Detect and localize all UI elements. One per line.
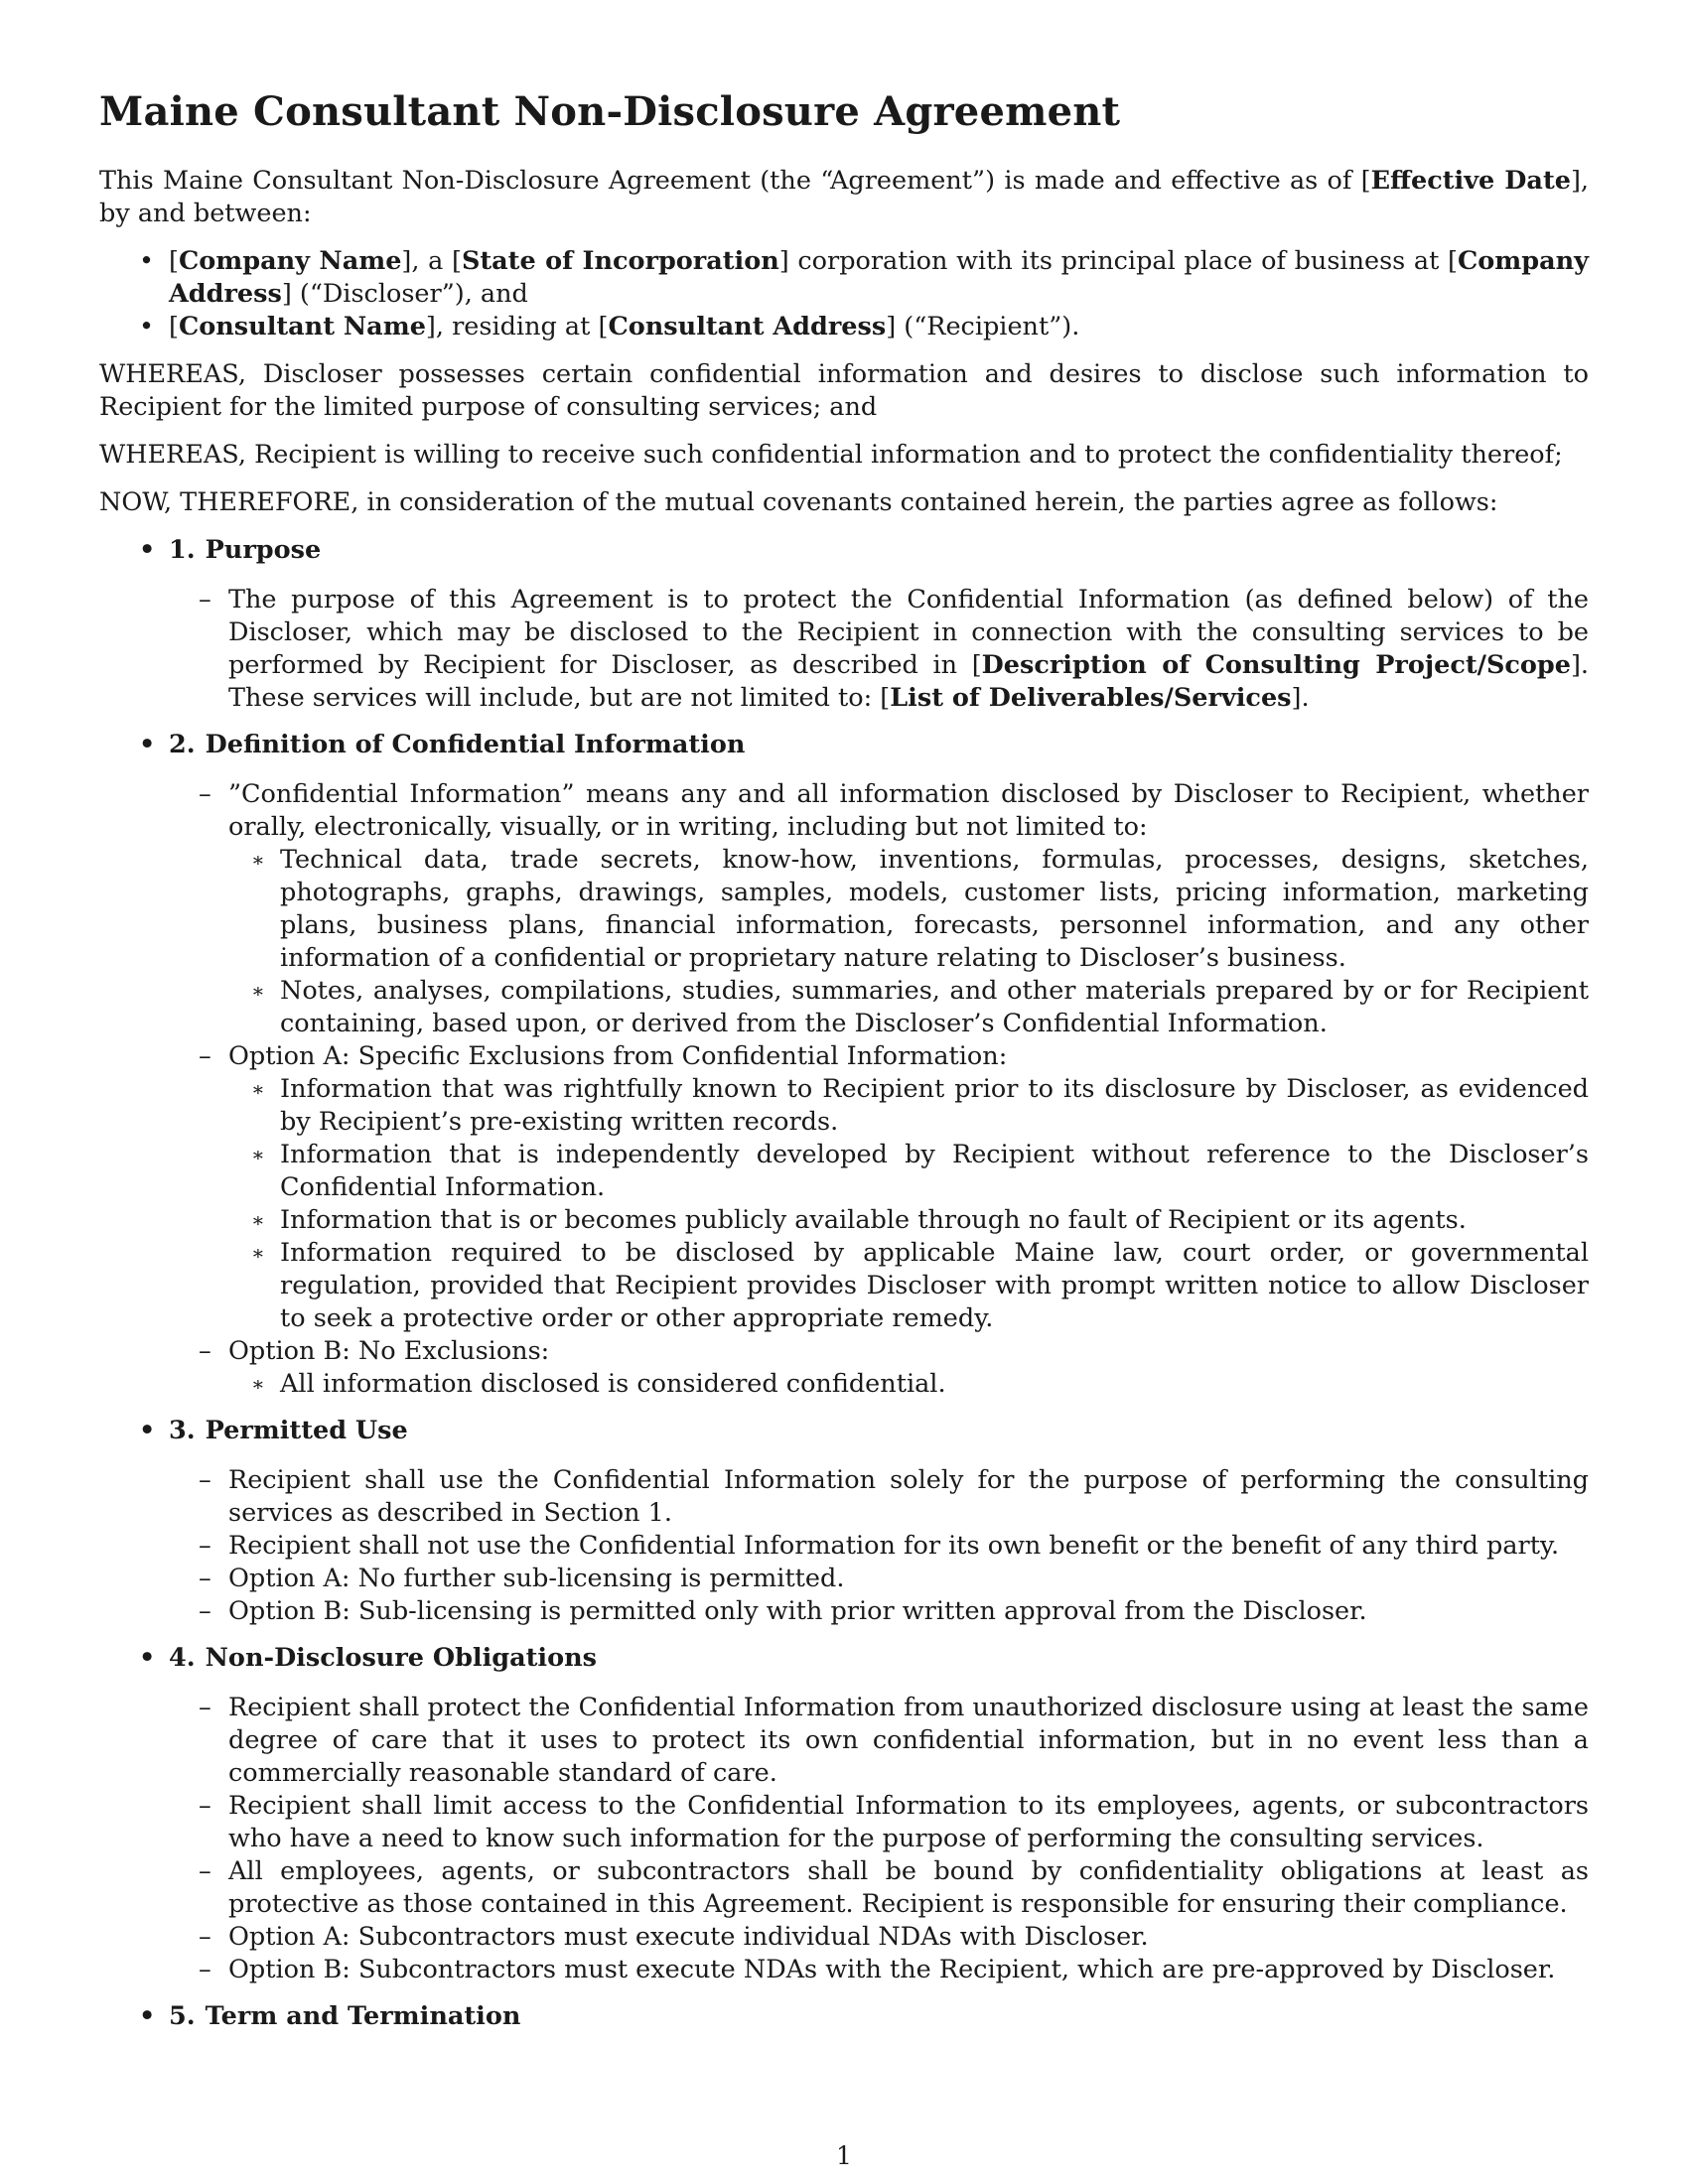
now-therefore-clause: NOW, THEREFORE, in consideration of the mutual covenants contained herein, the parties agree as follows: bbox=[99, 487, 1498, 517]
section-number: 1. bbox=[169, 535, 196, 565]
placeholder-field: Company Address bbox=[169, 246, 1589, 309]
asterisk-bullet: ∗ bbox=[251, 848, 265, 872]
parties-list bbox=[99, 245, 1589, 343]
subclause-text: Information that is independently developed by Recipient without reference to the Discloser’s Confidential Information. bbox=[280, 1140, 1589, 1202]
subclause-text: Information that is or becomes publicly available through no fault of Recipient or its agents. bbox=[280, 1205, 1467, 1235]
intro-text-post: ], by and between: bbox=[99, 166, 1590, 228]
dash-bullet: – bbox=[199, 1041, 211, 1071]
text-segment: ”Confidential Information” means any and all information disclosed by Discloser to Recipient, whether orally, electronically, visually, or in writing, including but not limited to: bbox=[228, 779, 1589, 842]
dash-bullet: – bbox=[199, 585, 211, 614]
section-title: Term and Termination bbox=[205, 2001, 521, 2031]
placeholder-field: Description of Consulting Project/Scope bbox=[981, 650, 1571, 680]
text-segment: Option B: Subcontractors must execute NDAs with the Recipient, which are pre-approved by Discloser. bbox=[228, 1955, 1556, 1984]
clause-item bbox=[99, 1464, 1589, 1530]
intro-paragraph bbox=[99, 165, 1589, 230]
clause-item bbox=[99, 1855, 1589, 1921]
text-segment: Option A: Specific Exclusions from Confidential Information: bbox=[228, 1041, 1008, 1071]
subclause-item bbox=[99, 844, 1589, 975]
asterisk-bullet: ∗ bbox=[251, 1372, 265, 1396]
document-page bbox=[99, 87, 1589, 2050]
text-segment: [ bbox=[169, 312, 179, 341]
dash-bullet: – bbox=[199, 1465, 211, 1495]
section-title: Permitted Use bbox=[205, 1416, 408, 1445]
placeholder-field: Company Name bbox=[178, 246, 402, 276]
clause-item bbox=[99, 584, 1589, 715]
subclause-text: All information disclosed is considered confidential. bbox=[280, 1369, 946, 1399]
asterisk-bullet: ∗ bbox=[251, 1208, 265, 1232]
section bbox=[99, 534, 1589, 715]
text-segment: Option A: Subcontractors must execute individual NDAs with Discloser. bbox=[228, 1922, 1149, 1952]
subclause-text: Technical data, trade secrets, know-how, inventions, formulas, processes, designs, sketches, photographs, graphs, drawings, samples, models, customer lists, pricing information, marketing plans, business plans, financial information, forecasts, personnel information, and any other information of a confidential or proprietary nature relating to Discloser’s business. bbox=[280, 845, 1589, 973]
section-heading bbox=[99, 534, 1589, 567]
dash-bullet: – bbox=[199, 1791, 211, 1821]
party-item bbox=[99, 311, 1589, 343]
text-segment: ]. bbox=[1291, 683, 1310, 713]
subclause-item bbox=[99, 1073, 1589, 1139]
intro-text-pre: This Maine Consultant Non-Disclosure Agreement (the “Agreement”) is made and effective as of [ bbox=[99, 166, 1371, 196]
text-segment: Recipient shall not use the Confidential Information for its own benefit or the benefit of any third party. bbox=[228, 1531, 1560, 1561]
clause-list bbox=[99, 584, 1589, 715]
text-segment: ], residing at [ bbox=[425, 312, 609, 341]
section-heading bbox=[99, 1415, 1589, 1447]
asterisk-bullet: ∗ bbox=[251, 1241, 265, 1265]
asterisk-bullet: ∗ bbox=[251, 979, 265, 1003]
text-segment: ] (“Recipient”). bbox=[886, 312, 1080, 341]
text-segment: Recipient shall use the Confidential Information solely for the purpose of performing the consulting services as described in Section 1. bbox=[228, 1465, 1589, 1528]
party-item bbox=[99, 245, 1589, 311]
subclause-list bbox=[228, 1368, 1589, 1401]
clause-item bbox=[99, 1954, 1589, 1986]
section-title: Non-Disclosure Obligations bbox=[205, 1643, 598, 1673]
section-heading bbox=[99, 1642, 1589, 1675]
text-segment: Recipient shall limit access to the Confidential Information to its employees, agents, or subcontractors who have a need to know such information for the purpose of performing the consulting services. bbox=[228, 1791, 1589, 1853]
whereas-clause-2: WHEREAS, Recipient is willing to receive such confidential information and to protect the confidentiality thereof; bbox=[99, 440, 1563, 470]
subclause-list bbox=[228, 844, 1589, 1040]
clause-item bbox=[99, 1692, 1589, 1790]
text-segment: ] corporation with its principal place of business at [ bbox=[778, 246, 1458, 276]
section-heading bbox=[99, 2000, 1589, 2033]
section-number: 4. bbox=[169, 1643, 196, 1673]
section bbox=[99, 1642, 1589, 1986]
page-number: 1 bbox=[836, 2141, 852, 2170]
section-number: 3. bbox=[169, 1416, 196, 1445]
clause-item bbox=[99, 1563, 1589, 1595]
placeholder-field: State of Incorporation bbox=[461, 246, 779, 276]
dash-bullet: – bbox=[199, 779, 211, 809]
subclause-text: Information required to be disclosed by applicable Maine law, court order, or governmental regulation, provided that Recipient provides Discloser with prompt written notice to allow Discloser to seek a protective order or other appropriate remedy. bbox=[280, 1238, 1589, 1333]
dash-bullet: – bbox=[199, 1336, 211, 1366]
subclause-item bbox=[99, 1204, 1589, 1237]
text-segment: All employees, agents, or subcontractors shall be bound by confidentiality obligations at least as protective as those contained in this Agreement. Recipient is responsible for ensuring their compliance. bbox=[228, 1856, 1589, 1919]
subclause-item bbox=[99, 975, 1589, 1040]
clause-list bbox=[99, 778, 1589, 1401]
text-segment: The purpose of this Agreement is to protect the Confidential Information (as defined below) of the Discloser, which may be disclosed to the Recipient in connection with the consulting services to be performed by Recipient for Discloser, as described in [ bbox=[228, 585, 1589, 680]
asterisk-bullet: ∗ bbox=[251, 1077, 265, 1101]
asterisk-bullet: ∗ bbox=[251, 1143, 265, 1166]
section bbox=[99, 1415, 1589, 1628]
section-number: 5. bbox=[169, 2001, 196, 2031]
clause-item bbox=[99, 1040, 1589, 1335]
dash-bullet: – bbox=[199, 1955, 211, 1984]
clause-list bbox=[99, 1464, 1589, 1628]
section-title: Definition of Confidential Information bbox=[205, 730, 746, 759]
text-segment: Option A: No further sub-licensing is permitted. bbox=[228, 1564, 845, 1593]
dash-bullet: – bbox=[199, 1856, 211, 1886]
placeholder-field: List of Deliverables/Services bbox=[890, 683, 1292, 713]
subclause-list bbox=[228, 1073, 1589, 1335]
text-segment: ] (“Discloser”), and bbox=[281, 279, 528, 309]
sections-list bbox=[99, 534, 1589, 2033]
whereas-clause-1: WHEREAS, Discloser possesses certain confidential information and desires to disclose such information to Recipient for the limited purpose of consulting services; and bbox=[99, 359, 1589, 422]
clause-list bbox=[99, 1692, 1589, 1986]
text-segment: [ bbox=[169, 246, 179, 276]
dash-bullet: – bbox=[199, 1922, 211, 1952]
clause-item bbox=[99, 1595, 1589, 1628]
section bbox=[99, 729, 1589, 1401]
subclause-item bbox=[99, 1368, 1589, 1401]
placeholder-field: Consultant Name bbox=[178, 312, 426, 341]
subclause-text: Notes, analyses, compilations, studies, summaries, and other materials prepared by or for Recipient containing, based upon, or derived from the Discloser’s Confidential Information. bbox=[280, 976, 1589, 1038]
clause-item bbox=[99, 1921, 1589, 1954]
text-segment: ], a [ bbox=[401, 246, 462, 276]
placeholder-field: Consultant Address bbox=[608, 312, 887, 341]
dash-bullet: – bbox=[199, 1596, 211, 1626]
dash-bullet: – bbox=[199, 1531, 211, 1561]
text-segment: Option B: No Exclusions: bbox=[228, 1336, 550, 1366]
text-segment: Option B: Sub-licensing is permitted only with prior written approval from the Discloser. bbox=[228, 1596, 1367, 1626]
subclause-item bbox=[99, 1139, 1589, 1204]
section-number: 2. bbox=[169, 730, 196, 759]
document-title: Maine Consultant Non-Disclosure Agreement bbox=[99, 88, 1121, 135]
clause-item bbox=[99, 778, 1589, 1040]
section bbox=[99, 2000, 1589, 2033]
clause-item bbox=[99, 1335, 1589, 1401]
dash-bullet: – bbox=[199, 1564, 211, 1593]
clause-item bbox=[99, 1790, 1589, 1855]
section-title: Purpose bbox=[205, 535, 322, 565]
dash-bullet: – bbox=[199, 1693, 211, 1722]
section-heading bbox=[99, 729, 1589, 761]
clause-item bbox=[99, 1530, 1589, 1563]
text-segment: Recipient shall protect the Confidential Information from unauthorized disclosure using at least the same degree of care that it uses to protect its own confidential information, but in no event less than a commercially reasonable standard of care. bbox=[228, 1693, 1589, 1788]
subclause-text: Information that was rightfully known to Recipient prior to its disclosure by Discloser, as evidenced by Recipient’s pre-existing written records. bbox=[280, 1074, 1589, 1137]
subclause-item bbox=[99, 1237, 1589, 1335]
effective-date-placeholder: Effective Date bbox=[1370, 166, 1571, 196]
text-segment: ]. These services will include, but are not limited to: [ bbox=[228, 650, 1590, 713]
